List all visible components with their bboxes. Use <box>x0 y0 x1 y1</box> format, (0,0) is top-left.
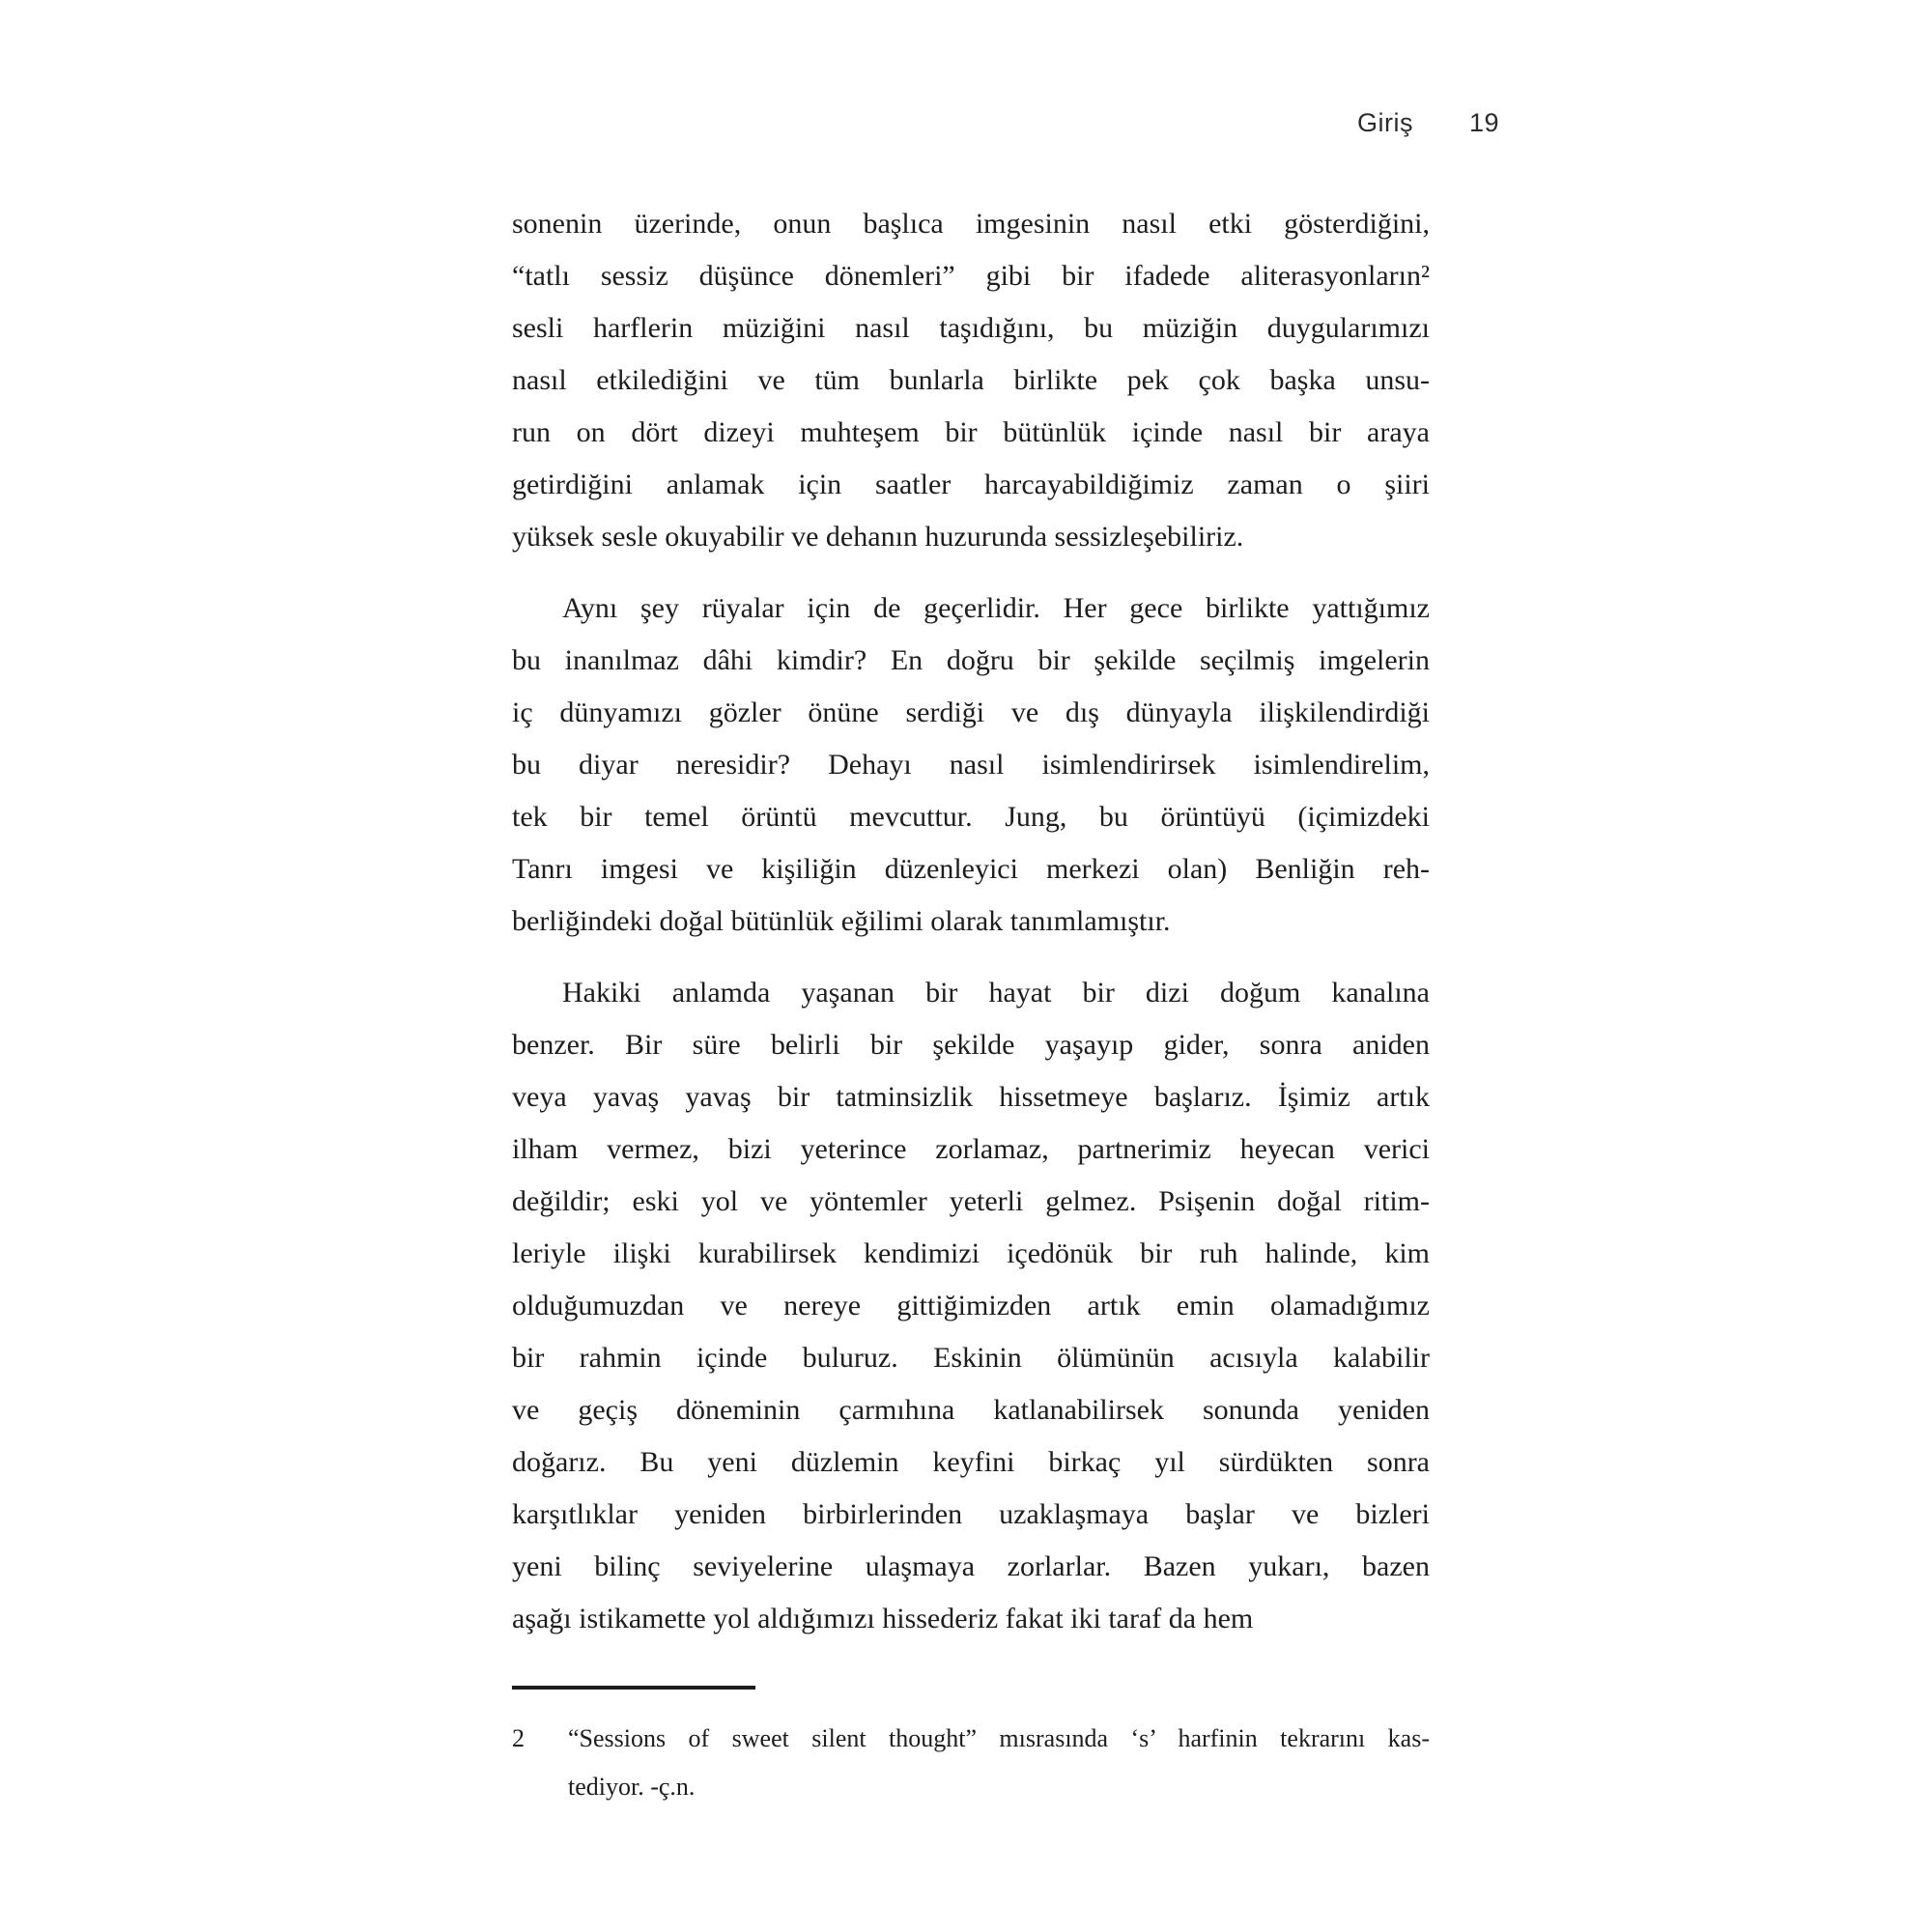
text-line: Hakiki anlamda yaşanan bir hayat bir dizi doğum kanalına <box>562 977 1430 1009</box>
text-line: “tatlı sessiz düşünce dönemleri” gibi bir ifadede aliterasyonların² <box>512 260 1430 292</box>
text-line: bu inanılmaz dâhi kimdir? En doğru bir şekilde seçilmiş imgelerin <box>512 644 1430 676</box>
text-line: Tanrı imgesi ve kişiliğin düzenleyici merkezi olan) Benliğin reh- <box>512 853 1430 885</box>
text-line: iç dünyamızı gözler önüne serdiği ve dış dünyayla ilişkilendirdiği <box>512 696 1430 728</box>
footnote-line: tediyor. -ç.n. <box>568 1773 696 1801</box>
text-line: değildir; eski yol ve yöntemler yeterli gelmez. Psişenin doğal ritim- <box>512 1185 1430 1217</box>
text-line: bir rahmin içinde buluruz. Eskinin ölümünün acısıyla kalabilir <box>512 1342 1430 1374</box>
text-line: Aynı şey rüyalar için de geçerlidir. Her gece birlikte yattığımız <box>562 592 1430 624</box>
footnote-area <box>512 1686 1430 1811</box>
paragraph-2 <box>512 582 1430 948</box>
text-line: doğarız. Bu yeni düzlemin keyfini birkaç yıl sürdükten sonra <box>512 1446 1430 1478</box>
body-text <box>512 198 1430 1811</box>
text-line: tek bir temel örüntü mevcuttur. Jung, bu örüntüyü (içimizdeki <box>512 801 1430 833</box>
footnote <box>512 1715 1430 1811</box>
text-line: yüksek sesle okuyabilir ve dehanın huzurunda sessizleşebiliriz. <box>512 521 1244 553</box>
footnote-marker: 2 <box>512 1724 525 1752</box>
text-line: leriyle ilişki kurabilirsek kendimizi içedönük bir ruh halinde, kim <box>512 1237 1430 1269</box>
text-line: olduğumuzdan ve nereye gittiğimizden artık emin olamadığımız <box>512 1290 1430 1321</box>
paragraph-3 <box>512 967 1430 1645</box>
text-line: yeni bilinç seviyelerine ulaşmaya zorlarlar. Bazen yukarı, bazen <box>512 1550 1430 1582</box>
text-line: berliğindeki doğal bütünlük eğilimi olarak tanımlamıştır. <box>512 905 1171 937</box>
text-line: run on dört dizeyi muhteşem bir bütünlük içinde nasıl bir araya <box>512 416 1430 448</box>
section-title: Giriş <box>1357 108 1413 137</box>
text-line: aşağı istikamette yol aldığımızı hissederiz fakat iki taraf da hem <box>512 1603 1254 1634</box>
running-header <box>1357 108 1499 138</box>
text-line: sesli harflerin müziğini nasıl taşıdığını, bu müziğin duygularımızı <box>512 312 1430 344</box>
text-line: bu diyar neresidir? Dehayı nasıl isimlendirirsek isimlendirelim, <box>512 749 1430 781</box>
text-line: ilham vermez, bizi yeterince zorlamaz, partnerimiz heyecan verici <box>512 1133 1430 1165</box>
text-line: sonenin üzerinde, onun başlıca imgesinin nasıl etki gösterdiğini, <box>512 208 1430 240</box>
text-line: benzer. Bir süre belirli bir şekilde yaşayıp gider, sonra aniden <box>512 1029 1430 1061</box>
text-line: ve geçiş döneminin çarmıhına katlanabilirsek sonunda yeniden <box>512 1394 1430 1426</box>
text-line: veya yavaş yavaş bir tatminsizlik hissetmeye başlarız. İşimiz artık <box>512 1081 1430 1113</box>
footnote-line: “Sessions of sweet silent thought” mısrasında ‘s’ harfinin tekrarını kas- <box>568 1724 1430 1752</box>
text-line: nasıl etkilediğini ve tüm bunlarla birlikte pek çok başka unsu- <box>512 364 1430 396</box>
text-line: getirdiğini anlamak için saatler harcayabildiğimiz zaman o şiiri <box>512 469 1430 500</box>
page-number: 19 <box>1469 108 1500 137</box>
text-line: karşıtlıklar yeniden birbirlerinden uzaklaşmaya başlar ve bizleri <box>512 1498 1430 1530</box>
paragraph-1 <box>512 198 1430 563</box>
footnote-rule <box>512 1686 755 1690</box>
